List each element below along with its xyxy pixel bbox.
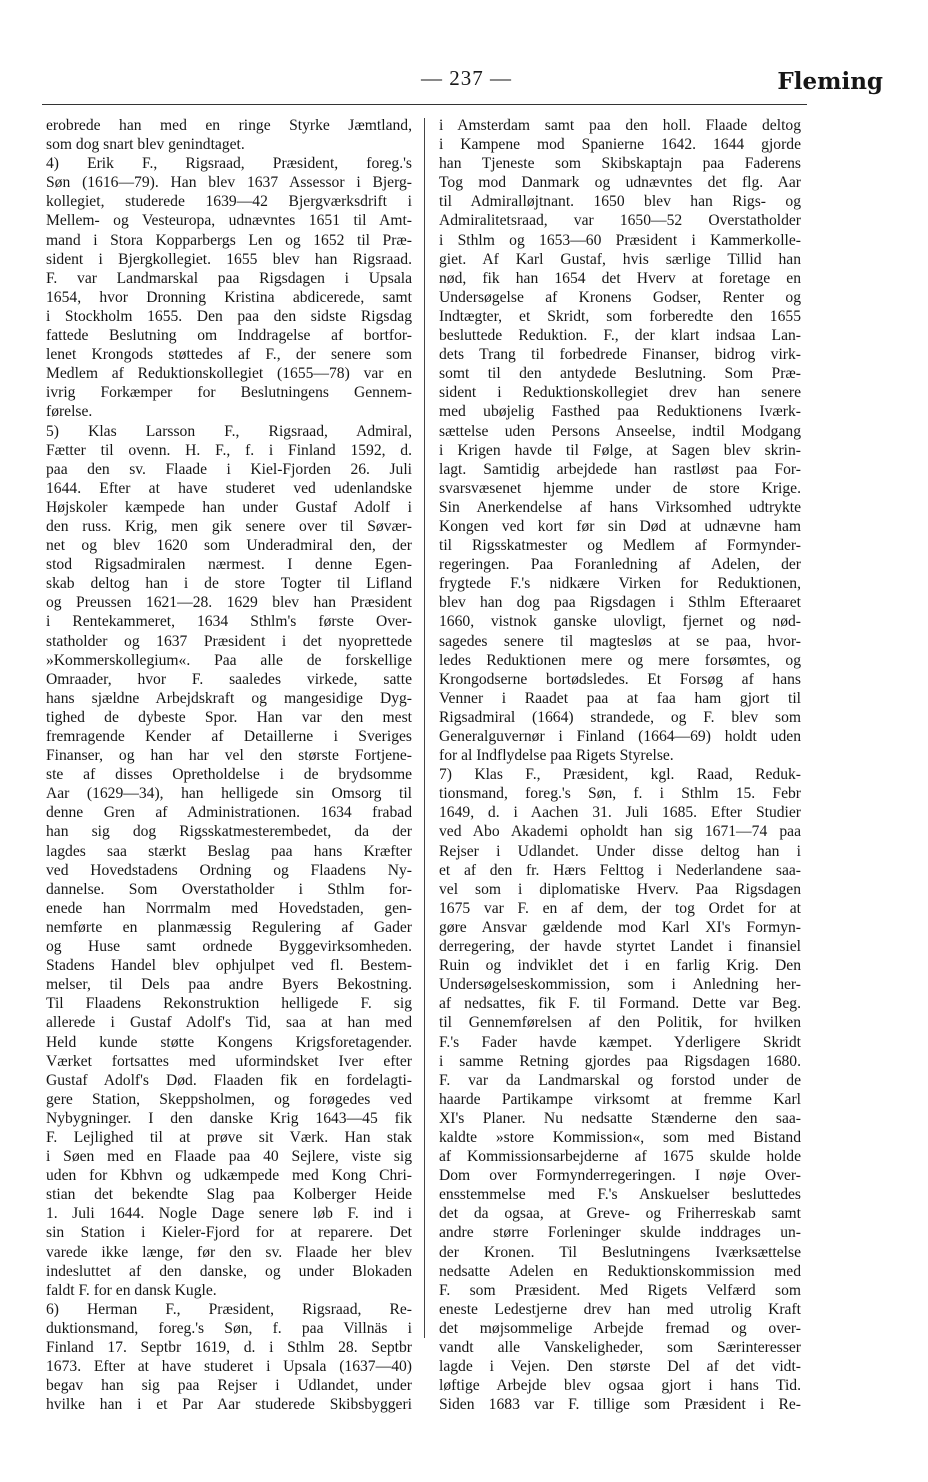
text-line: Mellem- og Vesteuropa, udnævntes 1651 til Amt- [46,212,412,230]
text-line: 1649, d. i Aachen 31. Juli 1685. Efter Studier [439,804,801,822]
text-line: og Huse samt ordnede Byggevirksomheden. [46,938,412,956]
text-line: sættelse uden Persons Anseelse, indtil Modgang [439,422,801,440]
text-line: Nybygninger. I den danske Krig 1643—45 fik [46,1109,412,1127]
text-line: 1660, vistnok ganske ulovligt, fjernet og nød- [439,613,801,631]
text-line: F. var da Landmarskal og forstod under de [439,1071,801,1089]
text-line: svarsvæsenet hjemme under de store Krige. [439,479,801,497]
text-line: regeringen. Paa Foranledning af Adelen, der [439,556,801,574]
text-line: han Tjeneste som Skibskaptajn paa Faderens [439,155,801,173]
text-line: Fætter til ovenn. H. F., f. i Finland 1592, d. [46,441,412,459]
text-line: 1654, hvor Dronning Kristina abdicerede, samt [46,288,412,306]
text-line: ved Hovedstadens Ordning og Flaadens Ny- [46,861,412,879]
text-line: Finland 17. Septbr 1619, d. i Sthlm 28. Septbr [46,1339,412,1356]
text-line: melser, til Dels paa andre Byers Bekostning. [46,976,412,994]
text-line: andre større Forleninger skulde inddrages un- [439,1224,801,1242]
text-line: enede han Norrmalm med Hovedstaden, gen- [46,899,412,917]
text-line: Højskoler kæmpede han under Gustaf Adolf i [46,498,412,516]
text-line: det møjsommelige Arbejde fremad og over- [439,1319,801,1337]
text-line: kollegiet, studerede 1639—42 Bjergværksdrift i [46,193,412,211]
text-line: F. var Landmarskal paa Rigsdagen i Upsala [46,269,412,287]
text-line: ledes Reduktionen mere og mere forsømtes, og [439,651,801,669]
text-line: hvilke han i et Par Aar studerede Skibsbyggeri [46,1396,412,1414]
text-line: 1. Juli 1644. Nogle Dage senere løb F. ind i [46,1205,412,1223]
text-line: Stadens Handel blev ophjulpet ved fl. Bestem- [46,957,412,975]
text-line: F.'s Fader havde kæmpet. Yderligere Skridt [439,1033,801,1051]
text-line: vandt alle Vanskeligheder, som Særinteresser [439,1339,801,1356]
text-line: Admiralitetsraad, var 1650—52 Overstatholder [439,212,801,230]
text-line: giet. Af Karl Gustaf, hvis særlige Tillid han [439,250,801,268]
text-line: F. som Præsident. Med Rigets Velfærd som [439,1281,801,1299]
text-line: til Rigsskatmester og Medlem af Formynder- [439,537,801,555]
text-line: af Kommissionsarbejderne af 1675 skulde holde [439,1148,801,1166]
text-line: besluttede Reduktion. F., der klart indsaa Lan- [439,327,801,345]
running-head: Fleming [777,68,883,95]
text-line: Ruin og indviklet det i en farlig Krig. Den [439,957,801,975]
text-line: Rejser i Udlandet. Under disse deltog han i [439,842,801,860]
page-header [40,66,883,106]
text-line: indesluttet af den danske, og under Blokaden [46,1262,412,1280]
text-line: Medlem af Reduktionskollegiet (1655—78) var en [46,365,412,383]
text-line: lagdes saa stærkt Beslag paa hans Kræfter [46,842,412,860]
text-line: Venner i Raadet paa at faa ham gjort til [439,689,801,707]
text-line: tionsmand, foreg.'s Søn, f. i Sthlm 15. Febr [439,785,801,803]
text-line: hans sjældne Arbejdskraft og mangesidige Dyg- [46,689,412,707]
text-line: i Søen med en Flaade paa 40 Sejlere, viste sig [46,1148,412,1166]
text-line: løftige Arbejde blev ogsaa gjort i hans Tid. [439,1377,801,1395]
text-line: Til Flaadens Rekonstruktion helligede F. sig [46,995,412,1013]
text-line: i Sthlm og 1653—60 Præsident i Kammerkolle- [439,231,801,249]
text-line: ivrig Forkæmper for Beslutningens Gennem- [46,384,412,402]
text-line: dannelse. Som Overstatholder i Sthlm for- [46,880,412,898]
text-line: nemførte en planmæssig Regulering af Gader [46,918,412,936]
text-line: sident i Reduktionskollegiet drev han senere [439,384,801,402]
text-line: som dog snart blev genindtaget. [46,136,245,154]
text-line: net og blev 1620 som Underadmiral den, der [46,537,412,555]
text-line: Krongodserne bortødsledes. Et Forsøg af hans [439,670,801,688]
text-line: 1644. Efter at have studeret ved udenlandske [46,479,412,497]
text-line: sagedes senere til magtesløs at se paa, hvor- [439,632,801,650]
header-rule [42,104,807,105]
text-line: varede ikke længe, før den sv. Flaade her blev [46,1243,412,1261]
text-line: mand i Stora Kopparbergs Len og 1652 til Præ- [46,231,412,249]
text-line: Siden 1683 var F. tillige som Præsident i Re- [439,1396,801,1414]
text-line: lenet Krongods støttedes af F., der senere som [46,346,412,364]
left-column [46,116,412,1414]
text-line: »Kommerskollegium«. Paa alle de forskellige [46,651,412,669]
text-line: i Kampene mod Spanierne 1642. 1644 gjorde [439,136,801,154]
text-line: i Rentekammeret, 1634 Sthlm's første Over- [46,613,412,631]
text-line: med ubøjelig Fasthed paa Reduktionens Iværk- [439,403,801,421]
text-line: F. Lejlighed til at prøve sit Værk. Han stak [46,1128,412,1146]
text-line: kaldte »store Kommission«, som med Bistand [439,1128,801,1146]
page-number: — 237 — [421,66,512,90]
text-line: i Amsterdam samt paa den holl. Flaade deltog [439,117,801,134]
text-line: førelse. [46,403,93,421]
text-line: Dom over Formynderregeringen. I nøje Over- [439,1167,801,1185]
text-line: haarde Partikampe virksomt at fremme Karl [439,1090,801,1108]
text-line: allerede i Gustaf Adolf's Tid, saa at han med [46,1014,412,1032]
text-line: ensstemmelse med F.'s Anskuelser besluttedes [439,1186,801,1204]
text-line: Omraader, hvor F. saaledes virkede, satte [46,670,412,688]
text-line: tighed de dybeste Spor. Han var den mest [46,708,412,726]
text-line: 6) Herman F., Præsident, Rigsraad, Re- [46,1300,412,1318]
text-line: i samme Retning gjordes paa Rigsdagen 1680. [439,1052,801,1070]
text-line: Sin Anerkendelse af hans Virksomhed udtrykte [439,498,801,516]
text-line: Undersøgelse af Kronens Godser, Renter og [439,288,801,306]
right-column [439,116,801,1414]
text-line: Værket fortsattes med uformindsket Iver efter [46,1052,412,1070]
text-line: 7) Klas F., Præsident, kgl. Raad, Reduk- [439,766,801,784]
text-line: gere Station, Skeppsholmen, og forøgedes ved [46,1090,412,1108]
text-line: blev han dog paa Rigsdagen i Sthlm Efteraaret [439,594,801,612]
text-line: Tog mod Danmark og udnævntes det flg. Aar [439,174,801,192]
text-line: der Kronen. Til Beslutningens Iværksættelse [439,1243,801,1261]
text-line: derregering, der havde styrtet Landet i finansiel [439,938,801,956]
text-line: ste af disses Opretholdelse i de brydsomme [46,766,412,784]
text-line: sin Station i Kieler-Fjord for at reparere. Det [46,1224,412,1242]
text-line: Aar (1629—34), han helligede sin Omsorg til [46,785,412,803]
text-line: Generalguvernør i Finland (1664—69) holdt uden [439,728,801,745]
text-line: sident i Bjergkollegiet. 1655 blev han Rigsraad. [46,250,412,268]
text-line: 1675 var F. en af dem, der tog Ordet for at [439,899,801,917]
text-line: Finanser, og han har vel den største Fortjene- [46,747,412,765]
column-divider [424,118,425,1338]
text-line: 1673. Efter at have studeret i Upsala (1637—40) [46,1358,412,1376]
text-line: somt til den antydede Beslutning. Som Præ- [439,365,801,383]
text-line: paa den sv. Flaade i Kiel-Fjorden 26. Juli [46,460,412,478]
text-line: Undersøgelseskommission, som i Anledning her- [439,976,801,994]
text-line: i Krigen havde til Følge, at Sagen blev skrin- [439,441,801,459]
text-line: nød, fik han 1654 det Hverv at foretage en [439,269,801,287]
text-line: Gustaf Adolf's Død. Flaaden fik en fordelagti- [46,1071,412,1089]
text-line: Indtægter, et Skridt, som forberedte den 1655 [439,307,801,325]
text-line: ved Abo Akademi opholdt han sig 1671—74 paa [439,823,801,841]
text-line: eneste Ledestjerne drev han med utrolig Kraft [439,1300,801,1318]
text-line: 4) Erik F., Rigsraad, Præsident, foreg.'s [46,155,412,173]
text-line: til Gennemførelsen af den Politik, for hvilken [439,1014,801,1032]
text-line: skab deltog han i de store Togter til Lifland [46,575,412,593]
text-line: det da ogsaa, at Greve- og Friherreskab samt [439,1205,801,1223]
text-line: statholder og 1637 Præsident i det nyoprettede [46,632,412,650]
text-line: uden for Kbhvn og udkæmpede med Kong Chri- [46,1167,412,1185]
text-line: erobrede han med en ringe Styrke Jæmtland, [46,117,412,134]
text-line: frygtede F.'s nidkære Virken for Reduktionen, [439,575,801,593]
text-line: for al Indflydelse paa Rigets Styrelse. [439,747,674,765]
text-line: lagt. Samtidig arbejdede han rastløst paa For- [439,460,801,478]
text-line: i Stockholm 1655. Den paa den sidste Rigsdag [46,307,412,325]
text-line: og Preussen 1621—28. 1629 blev han Præsident [46,594,412,612]
text-line: denne Gren af Administrationen. 1634 frabad [46,804,412,822]
text-line: 5) Klas Larsson F., Rigsraad, Admiral, [46,422,412,440]
text-line: til Admiralløjtnant. 1650 blev han Rigs- og [439,193,801,211]
text-line: af nedsattes, fik F. til Formand. Dette var Beg. [439,995,801,1013]
text-line: et af den fr. Hærs Felttog i Nederlandene saa- [439,861,801,879]
text-line: den russ. Krig, men gik senere over til Søvær- [46,517,412,535]
text-line: lagde i Vejen. Den største Del af det vidt- [439,1358,801,1376]
text-line: han sig dog Rigsskatmesterembedet, da der [46,823,412,841]
text-line: fattede Beslutning om Inddragelse af bortfor- [46,327,412,345]
text-line: Rigsadmiral (1664) strandede, og F. blev som [439,708,801,726]
text-line: fremragende Kender af Detaillerne i Sveriges [46,728,412,745]
text-line: stod Rigsadmiralen nærmest. I denne Egen- [46,556,412,574]
text-line: Søn (1616—79). Han blev 1637 Assessor i Bjerg- [46,174,412,192]
text-line: duktionsmand, foreg.'s Søn, f. paa Villnäs i [46,1319,412,1337]
text-line: vel som i diplomatiske Hverv. Paa Rigsdagen [439,880,801,898]
text-line: nedsatte Adelen en Reduktionskommission med [439,1262,801,1280]
text-line: dets Trang til forbedrede Finanser, bidrog virk- [439,346,801,364]
text-line: Held kunde støtte Kongens Krigsforetagender. [46,1033,412,1051]
text-line: gøre Ansvar gældende mod Karl XI's Formyn- [439,918,801,936]
text-line: begav han sig paa Rejser i Udlandet, under [46,1377,412,1395]
text-line: faldt F. for en dansk Kugle. [46,1281,217,1299]
text-line: XI's Planer. Nu nedsatte Stænderne den saa- [439,1109,801,1127]
text-line: stian det bekendte Slag paa Kolberger Heide [46,1186,412,1204]
text-line: Kongen ved kort før sin Død at udnævne ham [439,517,801,535]
